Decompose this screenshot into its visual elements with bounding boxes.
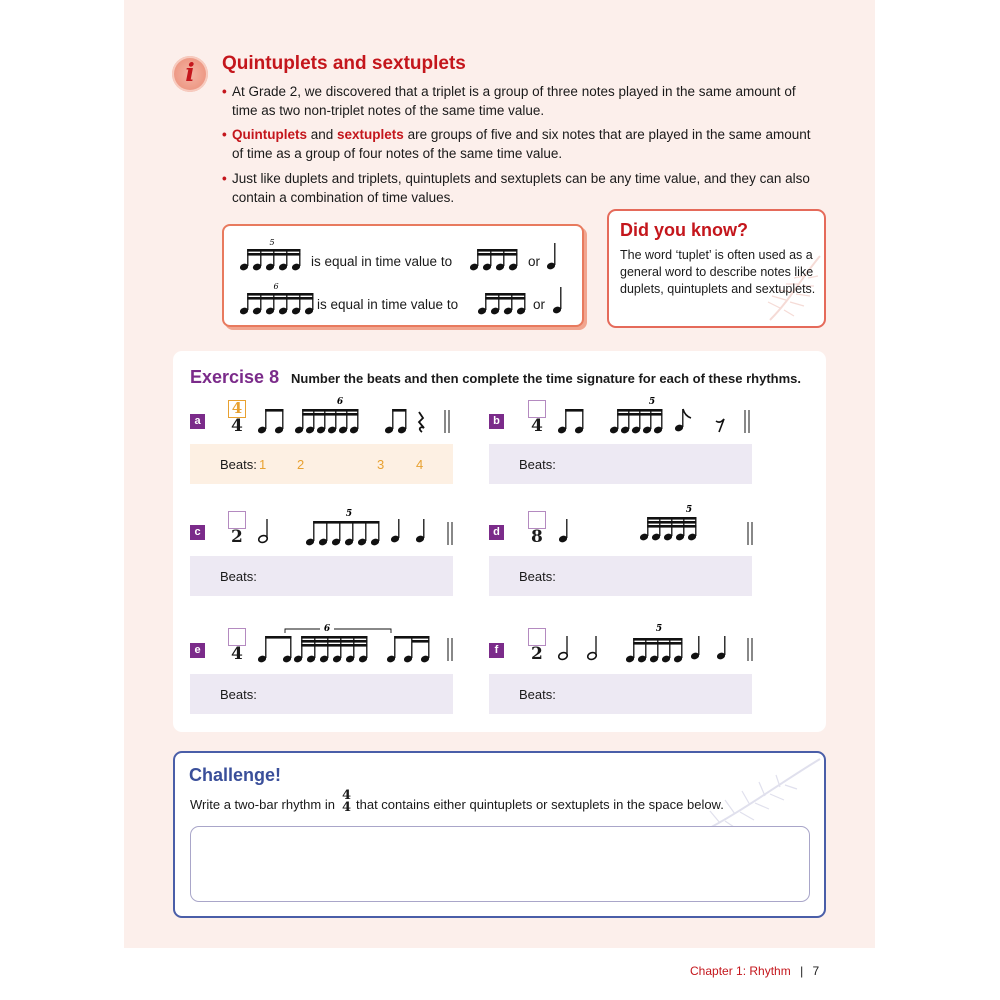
exercise-label-c: c [190, 525, 205, 540]
page-footer [690, 964, 819, 978]
info-icon [172, 56, 208, 92]
exercise-label-d: d [489, 525, 504, 540]
note-beam [247, 253, 300, 256]
exercise-instruction: Number the beats and then complete the time signature for each of these rhythms. [291, 371, 801, 386]
chapter-label: Chapter 1: Rhythm [690, 964, 791, 978]
term-sextuplets: sextuplets [337, 127, 404, 142]
note-beam [313, 521, 379, 524]
challenge-time-signature [342, 790, 351, 814]
note-beam [301, 644, 367, 647]
rhythm-c [254, 505, 464, 547]
time-signature-bottom-d: 8 [531, 527, 543, 547]
time-signature-bottom-e: 4 [231, 644, 243, 664]
note-beam [485, 293, 525, 296]
four-semiquavers [466, 236, 522, 272]
equivalence-text: is equal in time value to [311, 254, 453, 269]
bullet-text: are groups of five and six notes that are played in the same amount of time as a group of four notes of the same time value. [232, 127, 811, 161]
bullet-item: • Quintuplets and sextuplets are groups of five and six notes that are played in the same amount of time as a group of four notes of the same time value. [222, 127, 811, 161]
bullet-and: and [307, 127, 338, 142]
challenge-instruction-end: that contains either quintuplets or sextuplets in the space below. [356, 797, 724, 812]
beats-label: Beats: [519, 569, 556, 584]
note-beam [633, 638, 682, 641]
rhythm-d [554, 500, 764, 547]
note-beam [485, 297, 525, 300]
note-beam [617, 413, 662, 416]
svg-text:6: 6 [273, 282, 279, 291]
beats-row-a[interactable] [190, 444, 453, 484]
beats-row-e[interactable] [190, 674, 453, 714]
challenge-answer-area[interactable] [190, 826, 810, 902]
footer-separator: | [800, 964, 804, 978]
note-beam [412, 640, 430, 643]
beat-number: 3 [377, 457, 385, 472]
time-signature-bottom-b: 4 [531, 416, 543, 436]
note-beam [477, 249, 517, 252]
beats-label: Beats: [220, 457, 257, 472]
beats-label: Beats: [220, 569, 257, 584]
note-beam [392, 409, 406, 412]
or-text: or [528, 254, 541, 269]
exercise-label-b: b [489, 414, 504, 429]
crotchet-note [546, 240, 560, 272]
challenge-instruction-start: Write a two-bar rhythm in [190, 797, 335, 812]
time-signature-bottom-c: 2 [231, 527, 243, 547]
sextuplet-notation [236, 280, 312, 316]
bullet-text: Just like duplets and triplets, quintuplets and sextuplets can be any time value, and they can also contain a combination of time values. [232, 171, 810, 205]
rhythm-a [254, 395, 464, 435]
beat-number: 1 [259, 457, 267, 472]
bullet-item: • Just like duplets and triplets, quintuplets and sextuplets can be any time value, and they can also contain a combination of time values. [222, 169, 812, 207]
svg-text:6: 6 [323, 624, 331, 634]
time-signature-bottom-f: 2 [531, 644, 543, 664]
did-you-know-body: The word ‘tuplet’ is often used as a general word to describe notes like duplets, quintuplets and sextuplets. [620, 248, 816, 296]
beats-label: Beats: [220, 687, 257, 702]
note-beam [477, 253, 517, 256]
exercise-label-e: e [190, 643, 205, 658]
quintuplet-notation [236, 236, 306, 272]
bullet-text: At Grade 2, we discovered that a triplet is a group of three notes played in the same amount of time as two non-triplet notes of the same time value. [232, 84, 796, 118]
crotchet-note [552, 284, 566, 316]
beats-row-f[interactable] [489, 674, 752, 714]
beats-row-b[interactable] [489, 444, 752, 484]
note-beam [394, 636, 429, 639]
svg-text:5: 5 [655, 624, 663, 634]
info-icon-glyph: i [185, 58, 195, 87]
did-you-know-title: Did you know? [620, 220, 748, 240]
note-beam [301, 640, 367, 643]
beats-label: Beats: [519, 457, 556, 472]
note-beam [565, 409, 583, 412]
bullet-item: • At Grade 2, we discovered that a triplet is a group of three notes played in the same amount of time as two non-triplet notes of the same time value. [222, 82, 812, 120]
time-signature-input-a[interactable]: 4 [228, 400, 246, 418]
term-quintuplets: Quintuplets [232, 127, 307, 142]
note-beam [647, 525, 696, 528]
note-beam [247, 293, 313, 296]
page-number: 7 [812, 964, 820, 978]
note-beam [302, 409, 358, 412]
note-beam [265, 636, 291, 639]
note-beam [647, 521, 696, 524]
rhythm-f [554, 618, 764, 664]
beats-row-c[interactable] [190, 556, 453, 596]
svg-text:5: 5 [269, 238, 275, 247]
or-text: or [533, 297, 546, 312]
challenge-ts-bottom: 4 [342, 800, 352, 815]
svg-text:6: 6 [336, 397, 344, 407]
rhythm-e [254, 618, 464, 664]
exercise-label-a: a [190, 414, 205, 429]
beat-number: 4 [416, 457, 424, 472]
note-beam [633, 642, 682, 645]
challenge-ts-top: 4 [342, 788, 352, 803]
challenge-title: Challenge! [189, 765, 282, 785]
rhythm-b [554, 395, 764, 435]
time-signature-bottom-a: 4 [231, 416, 243, 436]
note-beam [617, 409, 662, 412]
beat-number: 2 [297, 457, 305, 472]
exercise-label-f: f [489, 643, 504, 658]
svg-text:5: 5 [648, 397, 656, 407]
svg-text:5: 5 [685, 505, 693, 515]
note-beam [247, 249, 300, 252]
note-beam [247, 297, 313, 300]
note-beam [647, 517, 696, 520]
section-title: Quintuplets and sextuplets [222, 53, 466, 74]
svg-text:5: 5 [345, 509, 353, 519]
four-semiquavers [474, 280, 530, 316]
beats-label: Beats: [519, 687, 556, 702]
note-beam [302, 413, 358, 416]
note-beam [301, 636, 367, 639]
equivalence-text: is equal in time value to [317, 297, 459, 312]
exercise-title: Exercise 8 [190, 367, 280, 387]
beats-row-d[interactable] [489, 556, 752, 596]
note-beam [265, 409, 283, 412]
